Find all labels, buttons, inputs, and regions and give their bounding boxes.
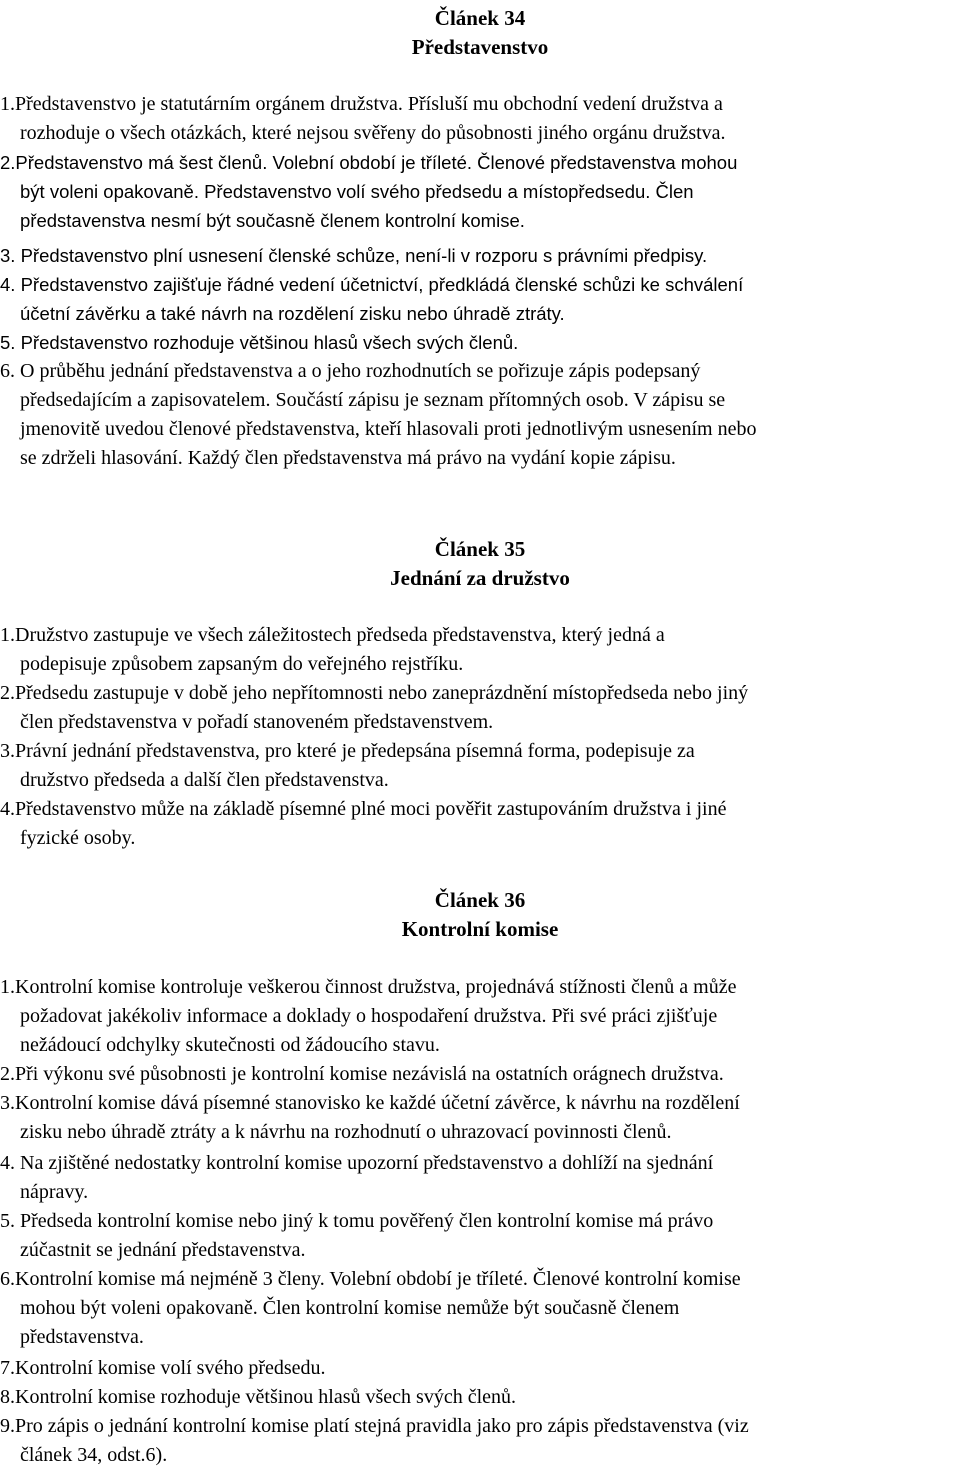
article-36-line: 4. Na zjištěné nedostatky kontrolní komise upozorní představenstvo a dohlíží na sjednání	[0, 1152, 714, 1174]
article-36-line: zúčastnit se jednání představenstva.	[20, 1239, 306, 1261]
article-34-line: 1.Představenstvo je statutárním orgánem družstva. Přísluší mu obchodní vedení družstva a	[0, 93, 723, 115]
article-36-subheading: Kontrolní komise	[401, 917, 559, 941]
article-36-line: představenstva.	[20, 1326, 144, 1348]
article-34-line: představenstva nesmí být současně členem kontrolní komise.	[20, 210, 525, 231]
article-34-line: rozhoduje o všech otázkách, které nejsou svěřeny do působnosti jiného orgánu družstva.	[20, 122, 726, 144]
article-34-line: 6. O průběhu jednání představenstva a o jeho rozhodnutích se pořizuje zápis podepsaný	[0, 360, 701, 382]
article-36-heading: Článek 36	[434, 888, 526, 912]
article-36-line: 6.Kontrolní komise má nejméně 3 členy. Volební období je tříleté. Členové kontrolní komise	[0, 1268, 741, 1290]
article-35-line: podepisuje způsobem zapsaným do veřejného rejstříku.	[20, 653, 464, 675]
article-36-line: 1.Kontrolní komise kontroluje veškerou činnost družstva, projednává stížnosti členů a může	[0, 976, 737, 998]
article-34-line: jmenovitě uvedou členové představenstva, kteří hlasovali proti jednotlivým usnesením nebo	[20, 418, 757, 440]
article-34-heading: Článek 34	[434, 6, 526, 30]
article-36-line: 7.Kontrolní komise volí svého předsedu.	[0, 1357, 326, 1379]
article-35-line: 4.Představenstvo může na základě písemné plné moci pověřit zastupováním družstva i jiné	[0, 798, 727, 820]
article-36-line: nežádoucí odchylky skutečnosti od žádoucího stavu.	[20, 1034, 440, 1056]
article-35-line: 3.Právní jednání představenstva, pro které je předepsána písemná forma, podepisuje za	[0, 740, 695, 762]
article-35-line: 1.Družstvo zastupuje ve všech záležitostech předseda představenstva, který jedná a	[0, 624, 665, 646]
article-35-line: fyzické osoby.	[20, 827, 136, 849]
article-34-line: 4. Představenstvo zajišťuje řádné vedení účetnictví, předkládá členské schůzi ke schválení	[0, 274, 744, 295]
article-34-line: být voleni opakovaně. Představenstvo volí svého předsedu a místopředsedu. Člen	[20, 181, 694, 202]
article-34-line: účetní závěrku a také návrh na rozdělení zisku nebo úhradě ztráty.	[20, 303, 565, 324]
article-35-heading: Článek 35	[434, 537, 526, 561]
article-34-line: předsedajícím a zapisovatelem. Součástí zápisu je seznam přítomných osob. V zápisu se	[20, 389, 726, 411]
article-36-line: 3.Kontrolní komise dává písemné stanovisko ke každé účetní závěrce, k návrhu na rozdělení	[0, 1092, 740, 1114]
article-34-line: 3. Představenstvo plní usnesení členské schůze, není-li v rozporu s právními předpisy.	[0, 245, 708, 266]
article-36-line: nápravy.	[20, 1181, 89, 1203]
article-36-line: 2.Při výkonu své působnosti je kontrolní komise nezávislá na ostatních orágnech družstva.	[0, 1063, 724, 1085]
article-36-line: 8.Kontrolní komise rozhoduje většinou hlasů všech svých členů.	[0, 1386, 517, 1408]
article-35-line: 2.Předsedu zastupuje v době jeho nepřítomnosti nebo zaneprázdnění místopředseda nebo jiný	[0, 682, 749, 704]
article-36-line: 5. Předseda kontrolní komise nebo jiný k tomu pověřený člen kontrolní komise má právo	[0, 1210, 714, 1232]
article-36-line: požadovat jakékoliv informace a doklady o hospodaření družstva. Při své práci zjišťuje	[20, 1005, 718, 1027]
article-36-line: mohou být voleni opakovaně. Člen kontrolní komise nemůže být současně členem	[20, 1297, 680, 1319]
article-34-line: 2.Představenstvo má šest členů. Volební období je tříleté. Členové představenstva mohou	[0, 152, 738, 173]
article-34-line: se zdrželi hlasování. Každý člen představenstva má právo na vydání kopie zápisu.	[20, 447, 676, 469]
article-34-line: 5. Představenstvo rozhoduje většinou hlasů všech svých členů.	[0, 332, 519, 353]
article-35-line: člen představenstva v pořadí stanoveném představenstvem.	[20, 711, 494, 733]
article-36-line: zisku nebo úhradě ztráty a k návrhu na rozhodnutí o uhrazovací povinnosti členů.	[20, 1121, 672, 1143]
article-36-line: článek 34, odst.6).	[20, 1444, 168, 1466]
article-35-subheading: Jednání za družstvo	[390, 566, 570, 590]
article-34-subheading: Představenstvo	[411, 35, 549, 59]
article-35-line: družstvo předseda a další člen představenstva.	[20, 769, 389, 791]
article-36-line: 9.Pro zápis o jednání kontrolní komise platí stejná pravidla jako pro zápis představenstva (viz	[0, 1415, 749, 1437]
